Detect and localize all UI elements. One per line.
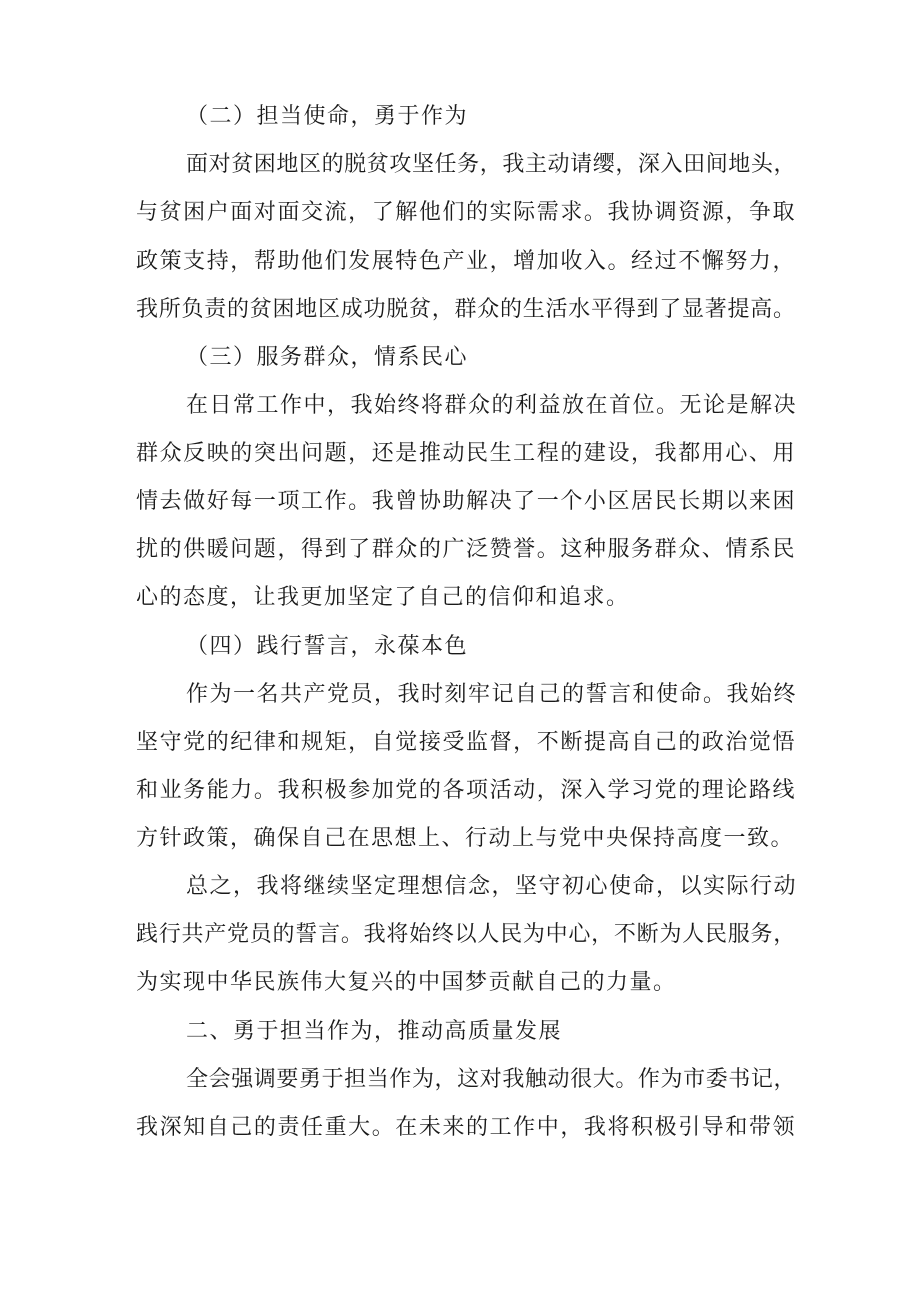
paragraph-line: 扰的供暖问题，得到了群众的广泛赞誉。这种服务群众、情系民 [136,537,796,562]
paragraph-line: 群众反映的突出问题，还是推动民生工程的建设，我都用心、用 [136,441,796,466]
section-heading: （二）担当使命，勇于作为 [186,104,469,129]
paragraph-line: 与贫困户面对面交流，了解他们的实际需求。我协调资源，争取 [136,200,796,225]
part-heading: 二、勇于担当作为，推动高质量发展 [186,1019,563,1044]
paragraph-line: 在日常工作中，我始终将群众的利益放在首位。无论是解决 [186,393,798,418]
paragraph-line: 面对贫困地区的脱贫攻坚任务，我主动请缨，深入田间地头， [186,152,796,177]
section-heading: （四）践行誓言，永葆本色 [186,634,469,659]
section-heading: （三）服务群众，情系民心 [186,345,469,370]
paragraph-line: 总之，我将继续坚定理想信念，坚守初心使命，以实际行动 [186,874,798,899]
paragraph-line: 全会强调要勇于担当作为，这对我触动很大。作为市委书记， [186,1067,796,1092]
paragraph-line: 和业务能力。我积极参加党的各项活动，深入学习党的理论路线 [136,778,796,803]
paragraph-line: 我深知自己的责任重大。在未来的工作中，我将积极引导和带领 [136,1115,796,1140]
paragraph-line: 坚守党的纪律和规矩，自觉接受监督，不断提高自己的政治觉悟 [136,730,796,755]
paragraph-line: 作为一名共产党员，我时刻牢记自己的誓言和使命。我始终 [186,682,798,707]
paragraph-line: 践行共产党员的誓言。我将始终以人民为中心，不断为人民服务， [136,922,796,947]
paragraph-line: 情去做好每一项工作。我曾协助解决了一个小区居民长期以来困 [136,489,796,514]
paragraph-line: 为实现中华民族伟大复兴的中国梦贡献自己的力量。 [136,970,677,995]
paragraph-line: 方针政策，确保自己在思想上、行动上与党中央保持高度一致。 [136,826,795,851]
paragraph-line: 政策支持，帮助他们发展特色产业，增加收入。经过不懈努力， [136,249,796,274]
paragraph-line: 我所负责的贫困地区成功脱贫，群众的生活水平得到了显著提高。 [136,297,796,322]
paragraph-line: 心的态度，让我更加坚定了自己的信仰和追求。 [136,585,630,610]
